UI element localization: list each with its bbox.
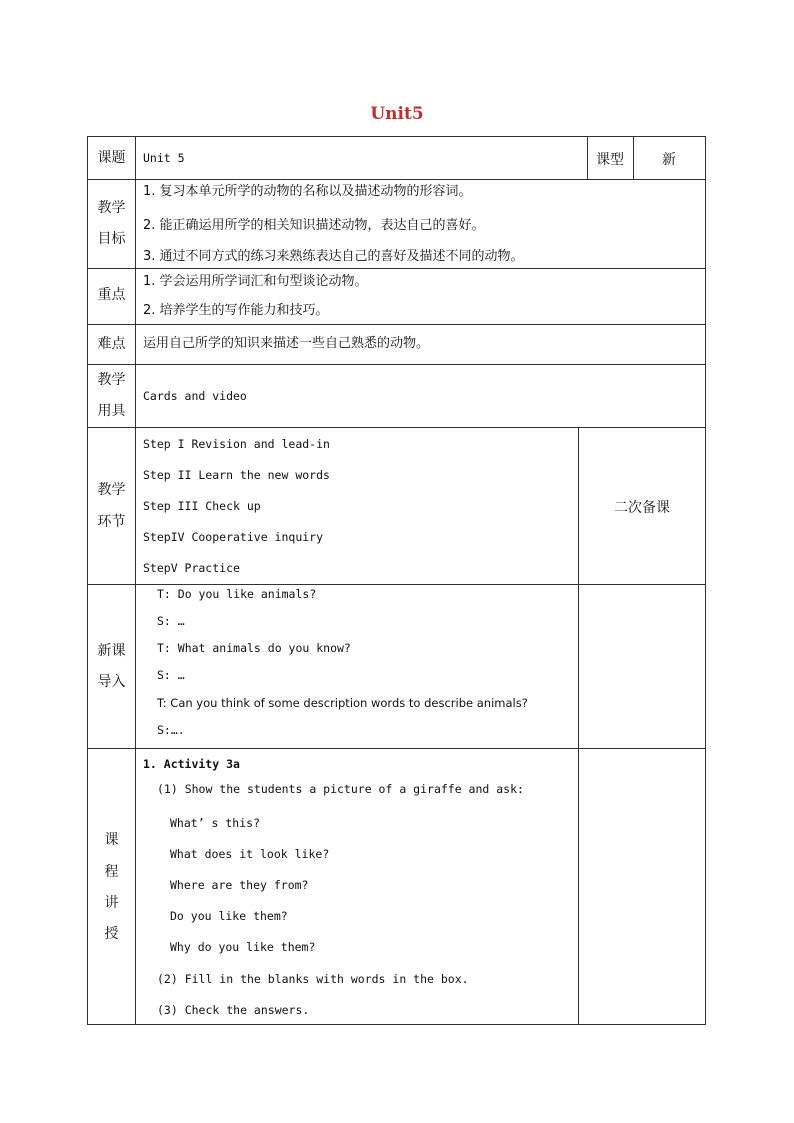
lesson-label-char: 讲: [104, 895, 119, 911]
objectives-label-line1: 教学: [97, 200, 126, 216]
difficulties-label: 难点: [97, 336, 126, 352]
subject-label: 课题: [97, 150, 126, 166]
objective-item: 3. 通过不同方式的练习来熟练表达自己的喜好及描述不同的动物。: [143, 249, 524, 264]
objectives-label-line2: 目标: [97, 231, 126, 247]
activity-step: (1) Show the students a picture of a giraffe and ask:: [157, 782, 524, 796]
step-item: Step I Revision and lead-in: [143, 437, 330, 451]
row-divider: [88, 324, 705, 325]
aids-text: Cards and video: [143, 389, 247, 403]
intro-label-line1: 新课: [97, 643, 126, 659]
row-divider: [88, 748, 705, 749]
step-item: Step II Learn the new words: [143, 468, 330, 482]
lesson-type-value: 新: [662, 152, 676, 168]
question-line: Why do you like them?: [170, 940, 316, 954]
dialogue-line: T: Do you like animals?: [157, 587, 317, 601]
steps-label-line1: 教学: [97, 482, 126, 498]
aids-label-line2: 用具: [97, 403, 126, 419]
row-divider: [88, 364, 705, 365]
subject-value: Unit 5: [143, 151, 185, 165]
key-point-item: 2. 培养学生的写作能力和技巧。: [143, 303, 329, 318]
steps-label-line2: 环节: [97, 514, 126, 530]
objective-item: 1. 复习本单元所学的动物的名称以及描述动物的形容词。: [143, 184, 472, 199]
objective-item: 2. 能正确运用所学的相关知识描述动物，表达自己的喜好。: [143, 218, 485, 233]
row-divider: [88, 584, 705, 585]
lesson-type-label: 课型: [596, 152, 624, 168]
dialogue-line: T: Can you think of some description words to describe animals?: [157, 696, 528, 710]
key-points-label: 重点: [97, 287, 126, 303]
lesson-label-char: 授: [104, 926, 119, 942]
lesson-label-char: 课: [104, 832, 119, 848]
intro-label-line2: 导入: [97, 674, 126, 690]
dialogue-line: S: …: [157, 668, 185, 682]
lesson-label-char: 程: [104, 864, 119, 880]
question-line: Where are they from?: [170, 878, 309, 892]
row-divider: [88, 427, 705, 428]
step-item: StepV Practice: [143, 561, 240, 575]
question-line: What does it look like?: [170, 847, 330, 861]
second-preparation-note: 二次备课: [614, 500, 670, 516]
activity-step: (3) Check the answers.: [157, 1003, 310, 1017]
dialogue-line: S: …: [157, 614, 185, 628]
lesson-plan-table: [87, 136, 706, 1025]
activity-heading: 1. Activity 3a: [143, 757, 240, 771]
step-item: StepIV Cooperative inquiry: [143, 530, 324, 544]
question-line: What’ s this?: [170, 816, 261, 830]
step-item: Step III Check up: [143, 499, 261, 513]
document-title: Unit5: [370, 104, 424, 124]
activity-step: (2) Fill in the blanks with words in the box.: [157, 972, 469, 986]
column-divider: [135, 137, 136, 1024]
dialogue-line: T: What animals do you know?: [157, 641, 351, 655]
dialogue-line: S:….: [157, 723, 185, 737]
question-line: Do you like them?: [170, 909, 288, 923]
key-point-item: 1. 学会运用所学词汇和句型谈论动物。: [143, 274, 368, 289]
difficulties-text: 运用自己所学的知识来描述一些自己熟悉的动物。: [143, 336, 430, 351]
aids-label-line1: 教学: [97, 372, 126, 388]
row-divider: [88, 268, 705, 269]
